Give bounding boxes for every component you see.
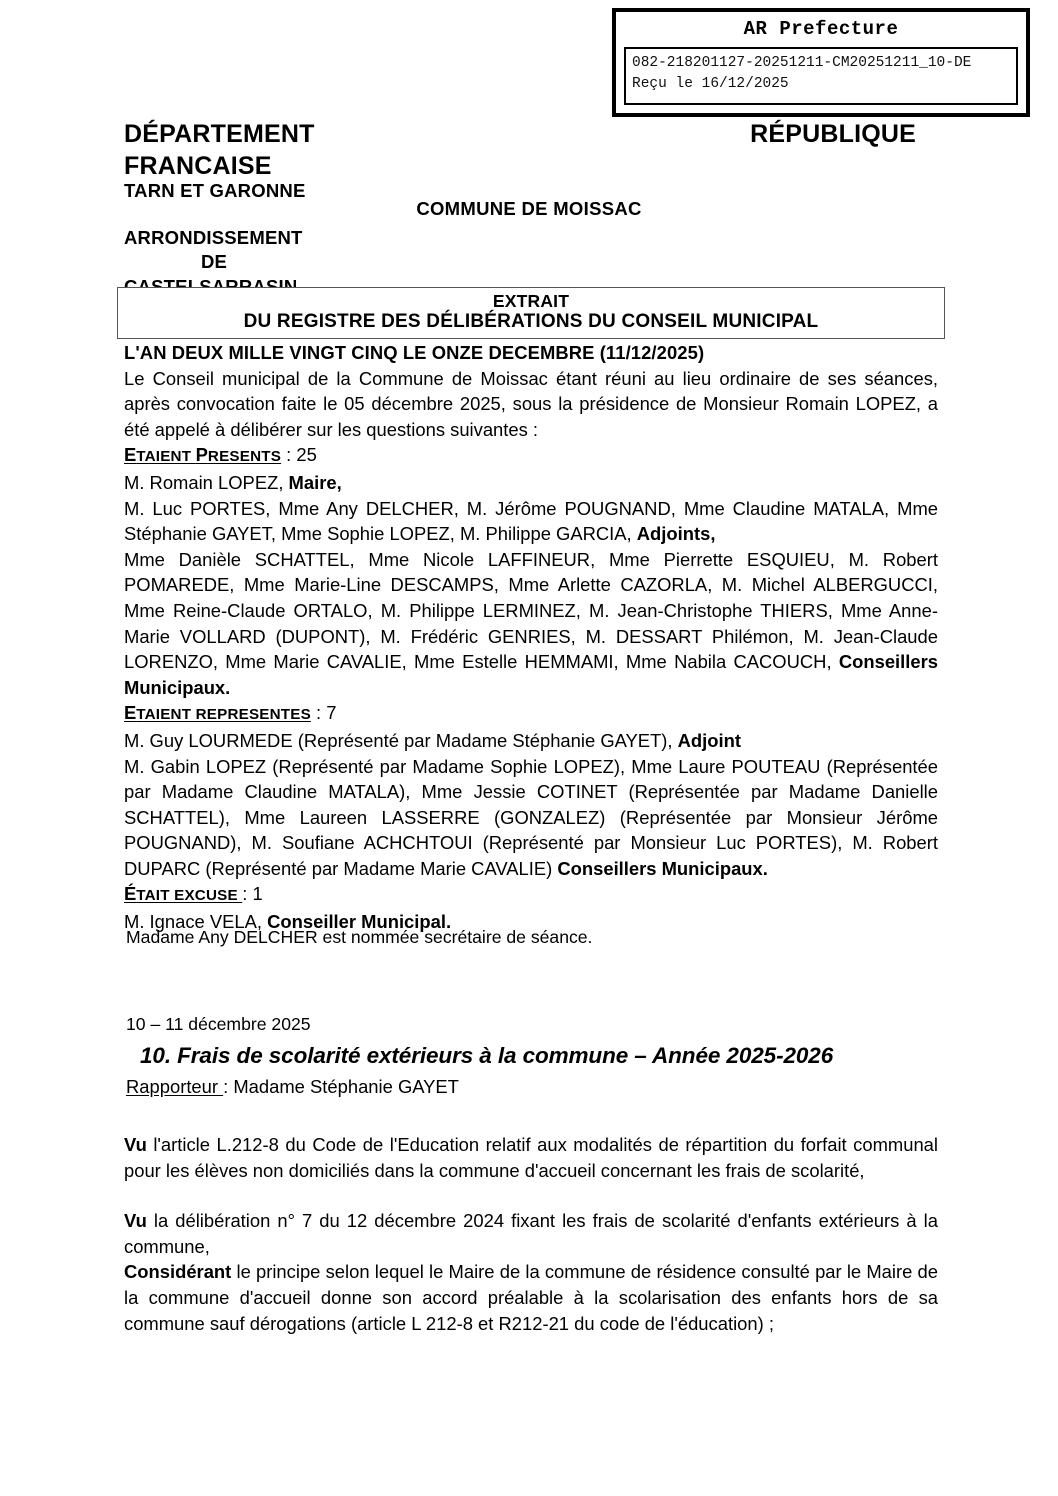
considerant-paragraph [124,1132,938,1183]
considerants-block [124,1132,938,1336]
paragraph-gap [124,1183,938,1208]
represented-count: 7 [326,702,337,724]
represented-label [124,702,311,723]
represented-heading [124,700,938,728]
represented-label-cap: E [124,702,137,724]
presents-colon: : [281,444,297,466]
item-title: 10. Frais de scolarité extérieurs à la commune – Année 2025-2026 [140,1043,834,1068]
conseillers-present-names: Mme Danièle SCHATTEL, Mme Nicole LAFFINEUR, Mme Pierrette ESQUIEU, M. Robert POMAREDE, Mme Marie-Line DESCAMPS, Mme Arlette CAZORLA, M. Michel ALBERGUCCI, Mme Reine-Claude ORTALO, M. Philippe LERMINEZ, M. Jean-Christophe THIERS, Mme Anne-Marie VOLLARD (DUPONT), M. Frédéric GENRIES, M. DESSART Philémon, M. Jean-Claude LORENZO, Mme Marie CAVALIE, Mme Estelle HEMMAMI, Mme Nabila CACOUCH, [124,548,938,673]
excused-heading [124,881,938,909]
considerant-text: l'article L.212-8 du Code de l'Education relatif aux modalités de répartition du forfait communal pour les élèves non domiciliés dans la commune d'accueil concernant les frais de scolarité, [124,1134,938,1181]
represented-adjoint-name: M. Guy LOURMEDE (Représenté par Madame Stéphanie GAYET), [124,729,678,751]
department-line-1: DÉPARTEMENT [124,120,315,148]
considerant-lead: Vu [124,1210,147,1232]
considerant-lead: Vu [124,1134,147,1155]
adjoints-role: Adjoints, [636,523,716,545]
represented-adjoint-line [124,728,938,754]
represented-colon: : [310,702,327,724]
considerant-paragraph [124,1208,938,1259]
extrait-box [117,287,945,339]
session-body [124,340,938,935]
represented-conseillers-line [124,754,938,882]
republique-heading: RÉPUBLIQUE [750,120,916,148]
department-name: TARN ET GARONNE [124,180,306,201]
presents-label [124,444,281,465]
adjoints-names: M. Luc PORTES, Mme Any DELCHER, M. Jérôme POUGNAND, Mme Claudine MATALA, Mme Stéphanie GAYET, Mme Sophie LOPEZ, M. Philippe GARCIA, [124,497,938,545]
item-rapporteur [126,1074,459,1100]
presents-count: 25 [296,444,317,466]
department-heading [124,118,315,182]
commune-heading: COMMUNE DE MOISSAC [416,198,642,219]
extrait-title: EXTRAIT [492,291,570,311]
ar-reference: 082-218201127-20251211-CM20251211_10-DE [632,54,972,71]
excused-member-name: M. Ignace VELA, [124,911,268,933]
ar-prefecture-title: AR Prefecture [743,18,899,40]
session-date-heading: L'AN DEUX MILLE VINGT CINQ LE ONZE DECEMBRE (11/12/2025) [124,342,705,363]
presents-heading [124,442,938,470]
rapporteur-label: Rapporteur [126,1076,224,1097]
ar-received-date: Reçu le 16/12/2025 [632,75,789,92]
considerant-lead: Considérant [124,1261,232,1283]
ar-prefecture-details [624,47,1018,105]
item-date-line: 10 – 11 décembre 2025 [126,1014,311,1034]
presents-label-rest2: RESENTS [207,448,282,466]
maire-role: Maire, [288,471,342,493]
excused-count: 1 [252,883,263,905]
represented-adjoint-role: Adjoint [677,729,741,751]
document-header [0,118,1058,288]
excused-label [124,883,242,904]
conseillers-present-line [124,547,938,701]
presents-label-cap2: P [195,444,208,466]
arrondissement-line-1: ARRONDISSEMENT [124,227,303,248]
rapporteur-value: : Madame Stéphanie GAYET [223,1076,459,1097]
represented-conseillers-role: Conseillers Municipaux. [557,857,768,879]
maire-name: M. Romain LOPEZ, [124,471,289,493]
convocation-paragraph: Le Conseil municipal de la Commune de Moissac étant réuni au lieu ordinaire de ses séances, après convocation faite le 05 décembre 2025, sous la présidence de Monsieur Romain LOPEZ, a été appelé à délibérer sur les questions suivantes : [124,367,938,440]
excused-colon: : [242,883,253,905]
department-line-2: FRANCAISE [124,152,272,180]
considerant-text: la délibération n° 7 du 12 décembre 2024 fixant les frais de scolarité d'enfants extérieurs à la commune, [124,1210,938,1257]
considerant-paragraph [124,1259,938,1336]
arrondissement-line-2: DE [200,251,228,273]
secretary-note: Madame Any DELCHER est nommée secrétaire de séance. [126,927,593,947]
excused-label-rest: TAIT EXCUSE [136,887,243,905]
ar-prefecture-stamp [612,8,1030,117]
represented-label-rest: TAIENT REPRESENTES [136,706,311,724]
conseillers-present-role: Conseillers Municipaux. [124,651,938,698]
extrait-subtitle: DU REGISTRE DES DÉLIBÉRATIONS DU CONSEIL MUNICIPAL [243,311,819,333]
presents-label-rest: TAIENT [136,448,196,466]
maire-line [124,470,938,496]
considerant-text: le principe selon lequel le Maire de la commune de résidence consulté par le Maire de la commune d'accueil donne son accord préalable à la scolarisation des enfants hors de sa commune sauf dérogations (article L 212-8 et R212-21 du code de l'éducation) ; [124,1261,938,1334]
adjoints-line [124,496,938,547]
excused-member-role: Conseiller Municipal. [267,911,452,933]
represented-conseillers-names: M. Gabin LOPEZ (Représenté par Madame Sophie LOPEZ), Mme Laure POUTEAU (Représentée par Madame Claudine MATALA), Mme Jessie COTINET (Représentée par Madame Danielle SCHATTEL), Mme Laureen LASSERRE (GONZALEZ) (Représentée par Monsieur Jérôme POUGNAND), M. Soufiane ACHCHTOUI (Représenté par Monsieur Luc PORTES), M. Robert DUPARC (Représenté par Madame Marie CAVALIE) [124,755,938,879]
excused-label-cap: É [124,883,137,905]
presents-label-cap: E [124,444,137,466]
